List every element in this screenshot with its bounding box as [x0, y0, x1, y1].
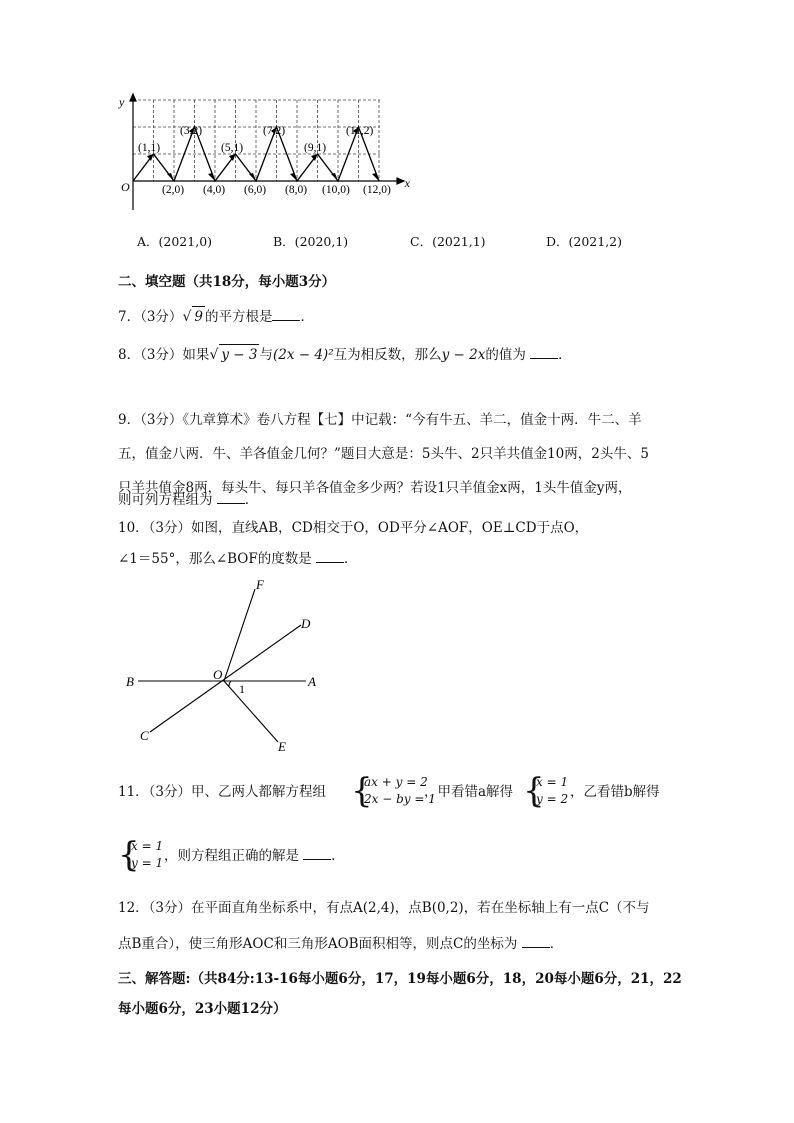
y-axis-label: y — [119, 95, 125, 109]
peak-label: (3,2) — [180, 125, 203, 137]
section3-heading-line1: 三、解答题:（共84分:13-16每小题6分，17，19每小题6分，18，20每小题6分，21，22 — [118, 971, 682, 987]
label-d: D — [301, 616, 311, 631]
question-12-line1: 12．（3分）在平面直角坐标系中，有点A(2,4)，点B(0,2)，若在坐标轴上有一点C（不与 — [118, 900, 650, 916]
peak-label: (1,1) — [138, 142, 161, 154]
origin-label: O — [121, 180, 130, 194]
x-axis-label: x — [404, 176, 410, 190]
option-b: B．(2020,1) — [273, 234, 349, 249]
base-label: (6,0) — [244, 184, 267, 196]
label-b: B — [126, 674, 134, 689]
base-label: (10,0) — [322, 184, 350, 196]
option-c: C．(2021,1) — [410, 234, 486, 249]
base-label: (12,0) — [363, 184, 391, 196]
peak-label: (7,2) — [263, 125, 286, 137]
base-label: (8,0) — [285, 184, 308, 196]
zigzag-graph — [112, 92, 412, 214]
ray-of — [224, 589, 255, 681]
option-d: D．(2021,2) — [546, 234, 623, 249]
question-9-line2: 五，值金八两．牛、羊各值金几何？”题目大意是：5头牛、2只羊共值金10两，2头牛、5 — [118, 446, 649, 462]
ray-oe — [224, 681, 278, 742]
question-11-cont: { x = 1 y = 1 ，则方程组正确的解是 ． — [118, 835, 345, 875]
label-c: C — [140, 728, 149, 743]
label-o: O — [213, 667, 223, 682]
label-f: F — [256, 577, 264, 592]
option-a: A．(2021,0) — [137, 234, 213, 249]
base-label: (4,0) — [203, 184, 226, 196]
base-label: (2,0) — [162, 184, 185, 196]
question-10-line2: ∠1＝55°，那么∠BOF的度数是 ． — [118, 551, 358, 567]
question-9-line1: 9．（3分）《九章算术》卷八方程【七】中记载：“今有牛五、羊二，值金十两．牛二、羊 — [118, 412, 642, 428]
peak-label: (9,1) — [304, 142, 327, 154]
question-9-line3: 只羊共值金8两，每头牛、每只羊各值金多少两？若设1只羊值金x两，1头牛值金y两， — [118, 480, 632, 496]
angle-figure — [118, 575, 338, 755]
question-8: 8．（3分）如果√ y − 3 与(2x − 4)²互为相反数，那么y − 2x的值为 ． — [118, 344, 572, 365]
question-10-line1: 10．（3分）如图，直线AB，CD相交于O，OD平分∠AOF，OE⊥CD于点O， — [118, 520, 589, 536]
label-e: E — [278, 739, 286, 754]
question-7: 7．（3分）√ 9 的平方根是 ． — [118, 306, 314, 327]
section3-heading-line2: 每小题6分，23小题12分） — [118, 1001, 287, 1017]
label-angle-1: 1 — [239, 682, 245, 696]
peak-label: (5,1) — [221, 142, 244, 154]
question-12-line2: 点B重合），使三角形AOC和三角形AOB面积相等，则点C的坐标为 ． — [118, 936, 564, 952]
peak-label: (11,2) — [346, 125, 374, 137]
section2-heading: 二、填空题（共18分，每小题3分） — [118, 274, 336, 290]
label-a: A — [308, 674, 316, 689]
question-9-line4: 则可列方程组为 ． — [118, 492, 259, 508]
line-cd — [150, 625, 301, 732]
